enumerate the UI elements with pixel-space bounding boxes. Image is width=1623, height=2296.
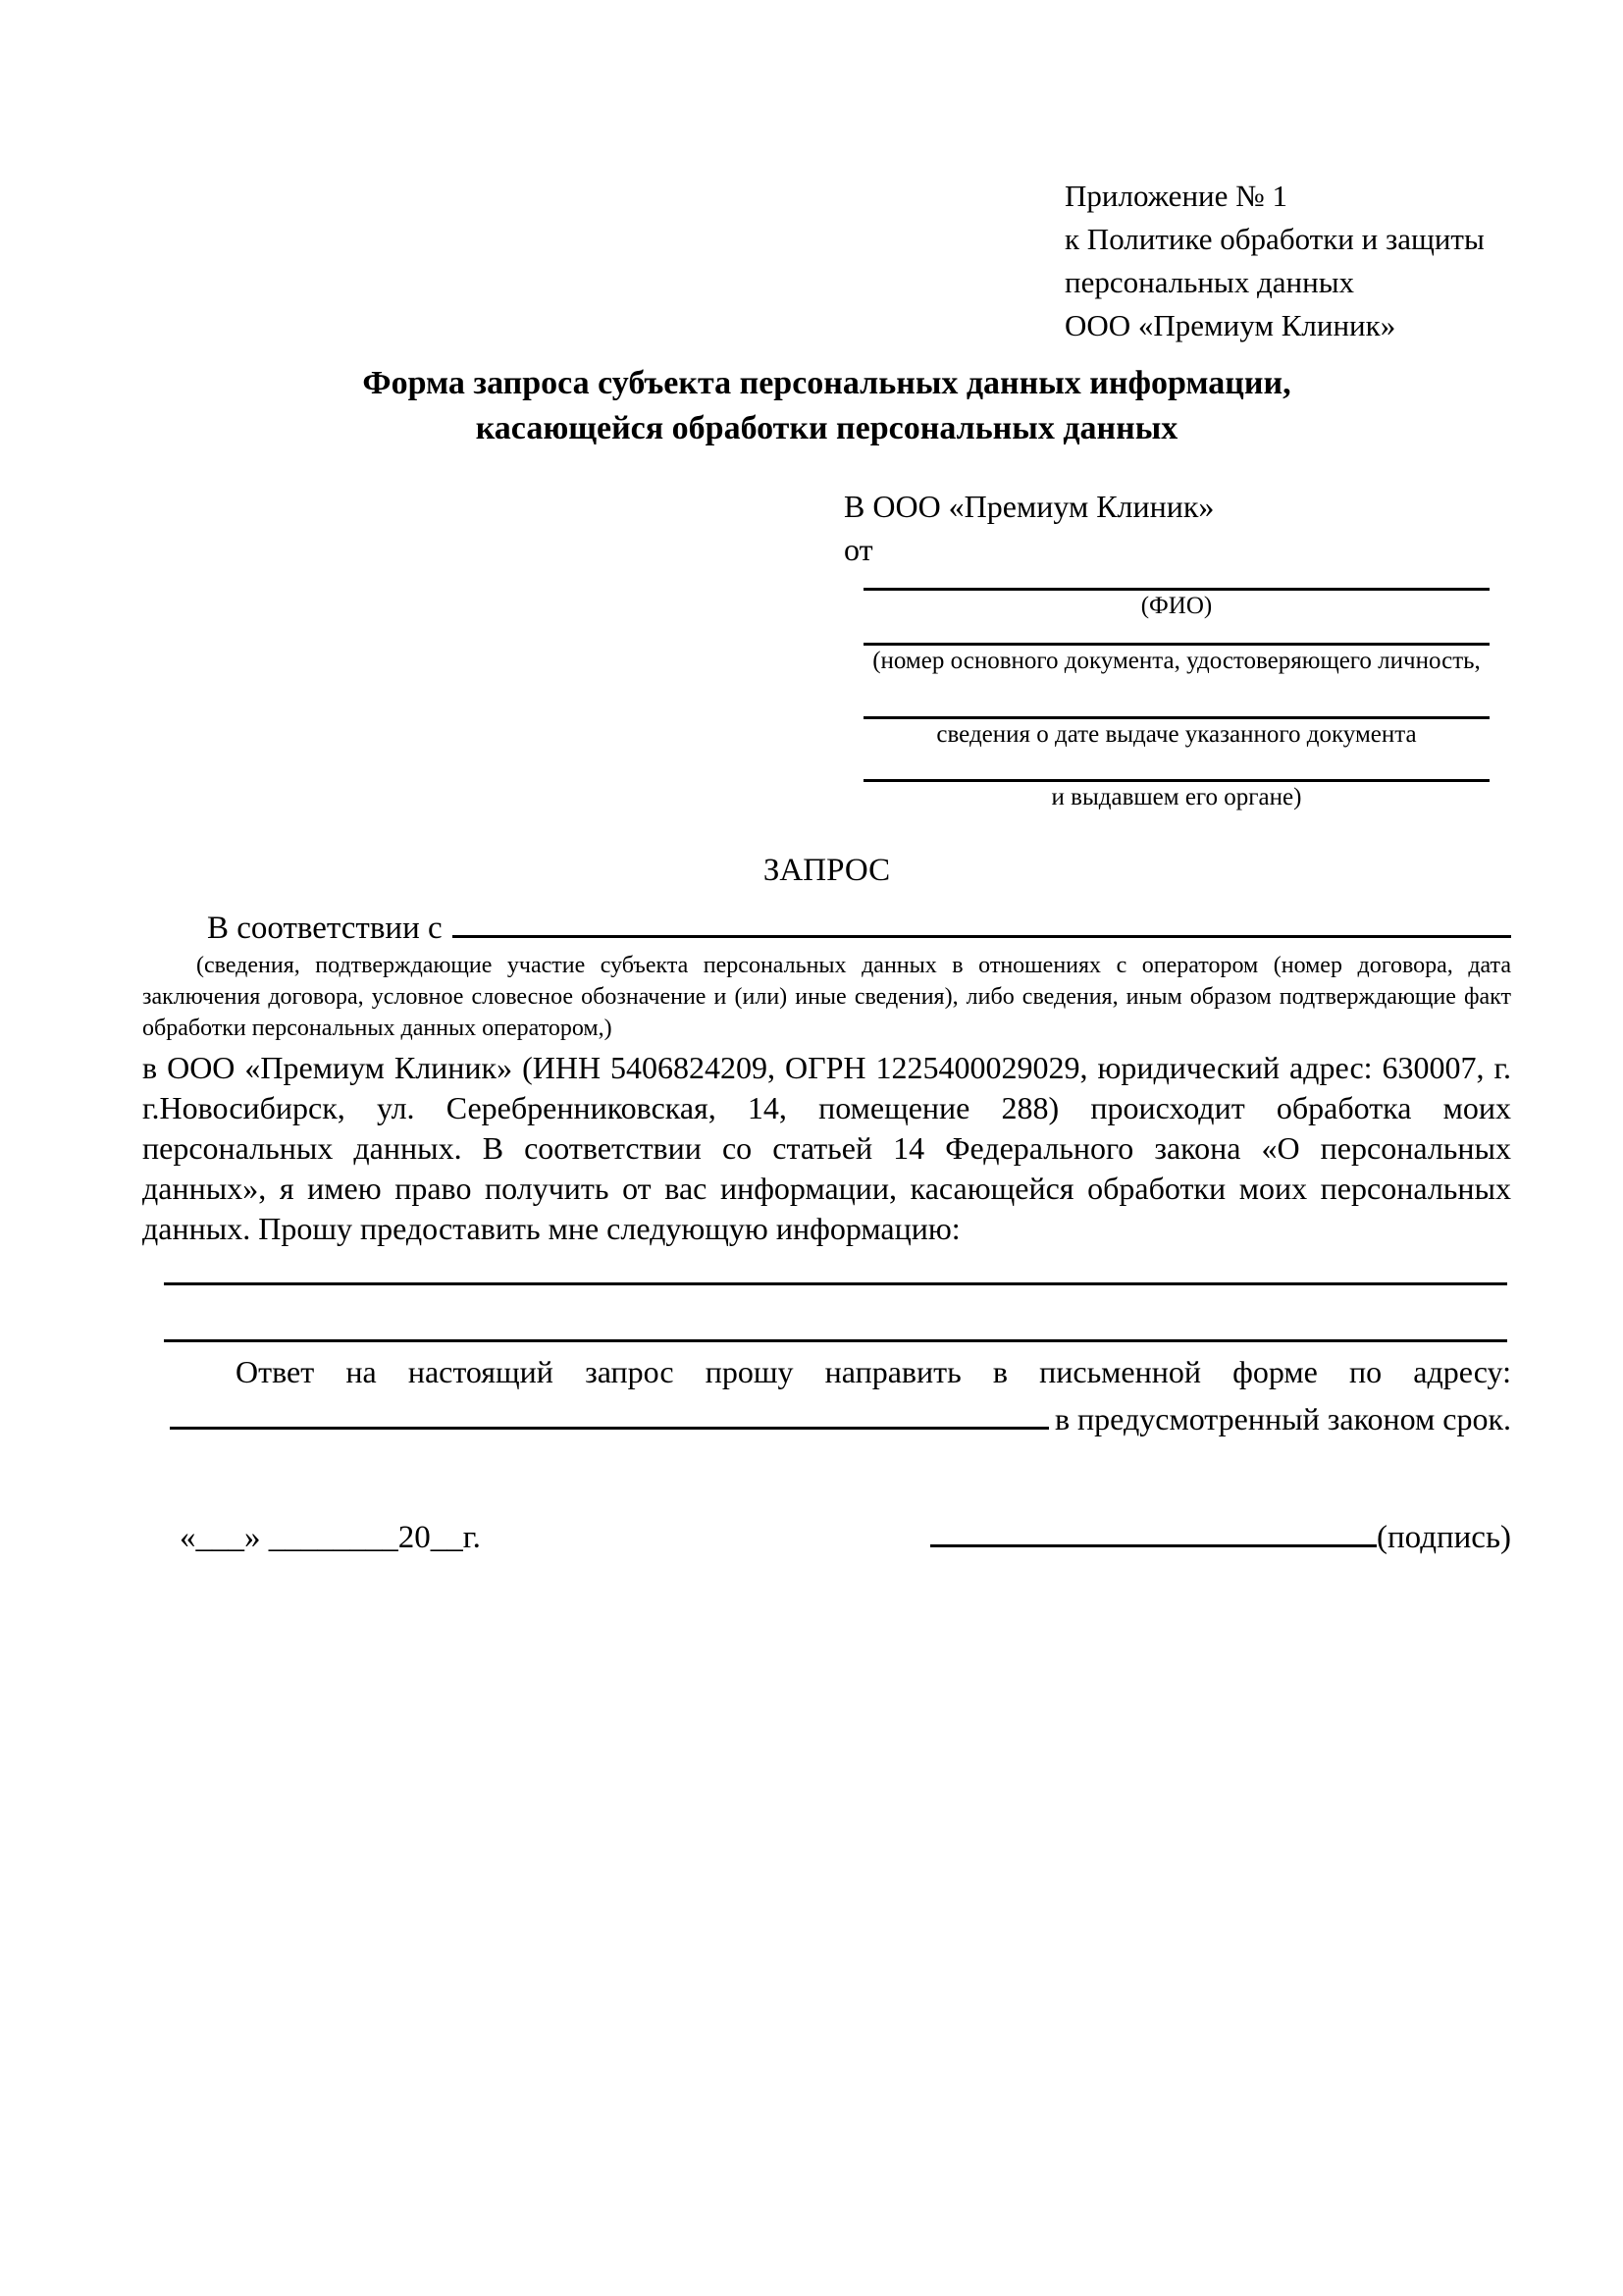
fio-field-line [864,571,1490,591]
issuing-authority-field-line [864,751,1490,782]
issue-date-field-line [864,677,1490,719]
issue-date-caption: сведения о дате выдаче указанного документа [936,721,1417,748]
addressee-to: В ООО «Премиум Клиник» [844,489,1215,524]
document-title [142,361,1511,451]
reply-address-row [142,1393,1511,1440]
addressee-from-label: от [844,532,873,567]
information-blank-line-2 [164,1339,1507,1342]
request-heading: ЗАПРОС [762,853,891,888]
addressee-block [844,485,1490,813]
accordance-note: (сведения, подтверждающие участие субъекта персональных данных в отношениях с оператором (номер договора, дата заключения договора, условное словесное обозначение и (или) иные сведения), либо сведения, иным образом подтверждающие факт обработки персональных данных оператором,) [142,953,1511,1041]
reply-address-text: Ответ на настоящий запрос прошу направить в письменной форме по адресу: [236,1354,1511,1389]
request-body-paragraph: в ООО «Премиум Клиник» (ИНН 5406824209, ОГРН 1225400029029, юридический адрес: 630007, г. г.Новосибирск, ул. Серебренниковская, 14, помещение 288) происходит обработка моих персональных данных. В соответствии со статьей 14 Федерального закона «О персональных данных», я имею право получить от вас информации, касающейся обработки моих персональных данных. Прошу предоставить мне следующую информацию: [142,1050,1511,1246]
information-blank-line-1 [164,1282,1507,1285]
accordance-row [142,900,1511,950]
annex-line: Приложение № 1 [1065,179,1287,213]
reply-term-text: в предусмотренный законом срок. [1054,1401,1511,1436]
annex-block [1065,175,1511,347]
accordance-prefix: В соответствии с [207,911,443,946]
date-blank: «___» ________20__г. [180,1520,481,1555]
annex-line: к Политике обработки и защиты [1065,222,1485,256]
signature-caption: (подпись) [1377,1520,1511,1555]
reply-address-blank-line [170,1393,1049,1430]
issuing-authority-caption: и выдавшем его органе) [1051,784,1302,810]
accordance-blank-line [452,900,1511,938]
annex-line: персональных данных [1065,265,1355,299]
document-number-caption: (номер основного документа, удостоверяющего личность, [872,648,1481,674]
document-title-line1: Форма запроса субъекта персональных данных информации, [362,365,1291,401]
signature-row [142,1511,1511,1559]
document-title-line2: касающейся обработки персональных данных [475,410,1178,446]
annex-line: ООО «Премиум Клиник» [1065,308,1396,342]
document-number-field-line [864,622,1490,646]
fio-caption: (ФИО) [1140,593,1213,619]
signature-blank-line [930,1511,1377,1547]
